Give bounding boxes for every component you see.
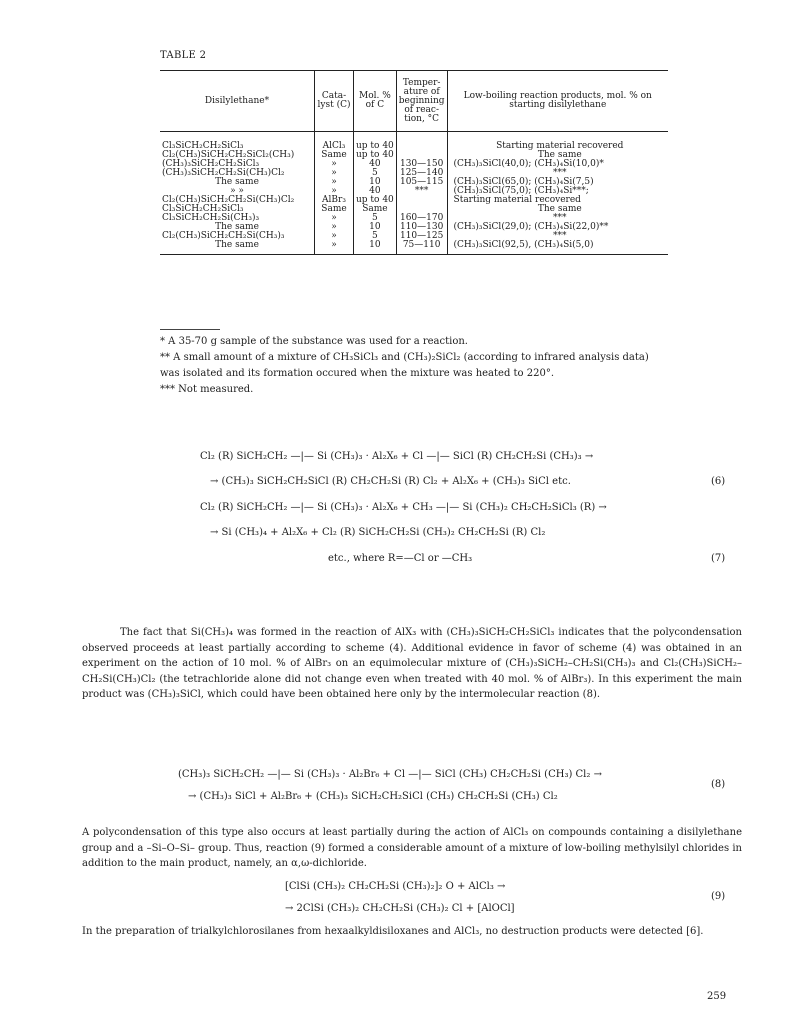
equation-6-line-2: → (CH₃)₃ SiCH₂CH₂SiCl (R) CH₂CH₂Si (R) Cl₂ + Al₂X₆ + (CH₃)₃ SiCl etc. — [210, 476, 571, 487]
cell-products: The same — [447, 151, 668, 160]
cell-compound: The same — [215, 177, 259, 187]
table-row — [160, 241, 668, 255]
cell-products: The same — [447, 205, 668, 214]
table-title: TABLE 2 — [160, 50, 207, 61]
cell-mol-percent: 40 — [354, 160, 397, 169]
cell-compound: (CH₃)₃SiCH₂CH₂SiCl₃ — [162, 159, 260, 169]
cell-compound: Cl₂(CH₃)SiCH₂CH₂Si(CH₃)₃ — [162, 231, 285, 241]
paragraph-1: The fact that Si(CH₃)₄ was formed in the reaction of AlX₃ with (CH₃)₃SiCH₂CH₂SiCl₃ indicates that the polycondensation observed proceeds at least partially according to scheme (4). Additional evidence in favor of scheme (4) was obtained in an experiment on the action of 10 mol. % of AlBr₃ on an equimolecular mixture of (CH₃)₃SiCH₂–CH₂Si(CH₃)₃ and Cl₂(CH₃)SiCH₂–CH₂Si(CH₃)Cl₂ (the tetrachloride alone did not change even when treated with 40 mol. % of AlBr₃). In this experiment the main product was (CH₃)₃SiCl, which could have been obtained here only by the intermolecular reaction (8). — [82, 627, 742, 700]
cell-catalyst: » — [315, 178, 354, 187]
equation-8-line-2: → (CH₃)₃ SiCl + Al₂Br₆ + (CH₃)₃ SiCH₂CH₂SiCl (CH₃) CH₂CH₂Si (CH₃) Cl₂ — [188, 791, 558, 802]
header-disilylethane: Disilylethane* — [204, 95, 270, 106]
header-catalyst: Cata-lyst (C) — [315, 71, 354, 132]
cell-mol-percent: 5 — [354, 232, 397, 241]
cell-products: Starting material recovered — [447, 132, 668, 152]
data-table — [160, 70, 668, 255]
footnote-divider — [160, 329, 220, 330]
footnote-2: ** A small amount of a mixture of CH₃SiCl₃ and (CH₃)₂SiCl₂ (according to infrared analysis data) was isolated and its formation occured when the mixture was heated to 220°. — [160, 352, 649, 379]
cell-temperature — [396, 196, 447, 205]
cell-mol-percent: 5 — [354, 214, 397, 223]
cell-products: (CH₃)₃SiCl(65,0); (CH₃)₄Si(7,5) — [447, 178, 668, 187]
cell-products: Starting material recovered — [447, 196, 668, 205]
header-temperature: Temper-ature of beginning of reac-tion, °C — [396, 71, 447, 132]
table-footnotes — [160, 329, 650, 398]
cell-compound: (CH₃)₃SiCH₂CH₂Si(CH₃)Cl₂ — [162, 168, 285, 178]
footnote-1: * A 35-70 g sample of the substance was used for a reaction. — [160, 336, 468, 347]
cell-mol-percent: 10 — [354, 223, 397, 232]
paragraph-2: A polycondensation of this type also occurs at least partially during the action of AlCl₃ on compounds containing a disilylethane group and a –Si–O–Si– group. Thus, reaction (9) formed a considerable amount of a mixture of low-boiling methylsilyl chlorides in addition to the main product, namely, an α,ω-dichloride. — [82, 827, 742, 869]
equation-7-line-1: Cl₂ (R) SiCH₂CH₂ —|— Si (CH₃)₃ · Al₂X₆ + CH₃ —|— Si (CH₃)₂ CH₂CH₂SiCl₃ (R) → — [200, 502, 607, 513]
cell-catalyst: AlBr₃ — [315, 196, 354, 205]
equation-9-number: (9) — [711, 891, 726, 902]
equation-8-number: (8) — [711, 779, 726, 790]
cell-temperature: *** — [396, 187, 447, 196]
cell-temperature: 130—150 — [396, 160, 447, 169]
cell-catalyst: Same — [315, 205, 354, 214]
cell-catalyst: » — [315, 241, 354, 255]
cell-mol-percent: 40 — [354, 187, 397, 196]
cell-catalyst: » — [315, 160, 354, 169]
header-products: Low-boiling reaction products, mol. % on starting disilylethane — [447, 71, 668, 132]
cell-products: *** — [447, 214, 668, 223]
cell-products: *** — [447, 169, 668, 178]
cell-temperature: 160—170 — [396, 214, 447, 223]
cell-temperature — [396, 132, 447, 152]
equation-6-line-1: Cl₂ (R) SiCH₂CH₂ —|— Si (CH₃)₃ · Al₂X₆ + Cl —|— SiCl (R) CH₂CH₂Si (CH₃)₃ → — [200, 451, 594, 462]
cell-mol-percent: 10 — [354, 178, 397, 187]
equation-6-number: (6) — [711, 476, 726, 487]
cell-products: *** — [447, 232, 668, 241]
cell-compound: Cl₃SiCH₂CH₂SiCl₃ — [162, 141, 244, 151]
equation-8-line-1: (CH₃)₃ SiCH₂CH₂ —|— Si (CH₃)₃ · Al₂Br₆ + Cl —|— SiCl (CH₃) CH₂CH₂Si (CH₃) Cl₂ → — [178, 769, 602, 780]
cell-mol-percent: 5 — [354, 169, 397, 178]
paragraph-3: In the preparation of trialkylchlorosilanes from hexaalkyldisiloxanes and AlCl₃, no destruction products were detected [6]. — [82, 926, 704, 937]
cell-temperature: 110—130 — [396, 223, 447, 232]
cell-mol-percent: Same — [354, 205, 397, 214]
page-number: 259 — [707, 991, 727, 1002]
equation-7-line-2: → Si (CH₃)₄ + Al₂X₆ + Cl₂ (R) SiCH₂CH₂Si (CH₃)₂ CH₂CH₂Si (R) Cl₂ — [210, 527, 546, 538]
cell-temperature: 75—110 — [396, 241, 447, 255]
cell-catalyst: » — [315, 169, 354, 178]
cell-catalyst: Same — [315, 151, 354, 160]
cell-temperature: 110—125 — [396, 232, 447, 241]
cell-temperature: 125—140 — [396, 169, 447, 178]
cell-products: (CH₃)₃SiCl(40,0); (CH₃)₄Si(10,0)* — [447, 160, 668, 169]
cell-products: (CH₃)₃SiCl(29,0); (CH₃)₄Si(22,0)** — [447, 223, 668, 232]
cell-products: (CH₃)₃SiCl(75,0); (CH₃)₄Si***; — [447, 187, 668, 196]
cell-mol-percent: 10 — [354, 241, 397, 255]
cell-mol-percent: up to 40 — [354, 132, 397, 152]
equation-7-line-3: etc., where R=—Cl or —CH₃ — [328, 553, 473, 564]
equation-9-line-2: → 2ClSi (CH₃)₂ CH₂CH₂Si (CH₃)₂ Cl + [AlOCl] — [285, 903, 515, 914]
cell-catalyst: » — [315, 214, 354, 223]
cell-mol-percent: up to 40 — [354, 196, 397, 205]
cell-products: (CH₃)₃SiCl(92,5), (CH₃)₄Si(5,0) — [447, 241, 668, 255]
cell-temperature: 105—115 — [396, 178, 447, 187]
cell-compound: Cl₃SiCH₂CH₂SiCl₃ — [162, 204, 244, 214]
cell-catalyst: AlCl₃ — [315, 132, 354, 152]
cell-compound: The same — [215, 222, 259, 232]
footnote-3: *** Not measured. — [160, 384, 254, 395]
equation-7-number: (7) — [711, 553, 726, 564]
header-mol-percent: Mol. % of C — [354, 71, 397, 132]
equation-9-line-1: [ClSi (CH₃)₂ CH₂CH₂Si (CH₃)₂]₂ O + AlCl₃ → — [285, 881, 506, 892]
cell-catalyst: » — [315, 232, 354, 241]
cell-compound: Cl₂(CH₃)SiCH₂CH₂SiCl₂(CH₃) — [162, 150, 295, 160]
table-row — [160, 132, 668, 152]
cell-compound: The same — [215, 240, 259, 250]
cell-catalyst: » — [315, 223, 354, 232]
table-header-row — [160, 71, 668, 132]
cell-compound: » » — [230, 186, 244, 196]
cell-catalyst: » — [315, 187, 354, 196]
cell-mol-percent: up to 40 — [354, 151, 397, 160]
cell-compound: Cl₃SiCH₂CH₂Si(CH₃)₃ — [162, 213, 260, 223]
cell-compound: Cl₂(CH₃)SiCH₂CH₂Si(CH₃)Cl₂ — [162, 195, 295, 205]
